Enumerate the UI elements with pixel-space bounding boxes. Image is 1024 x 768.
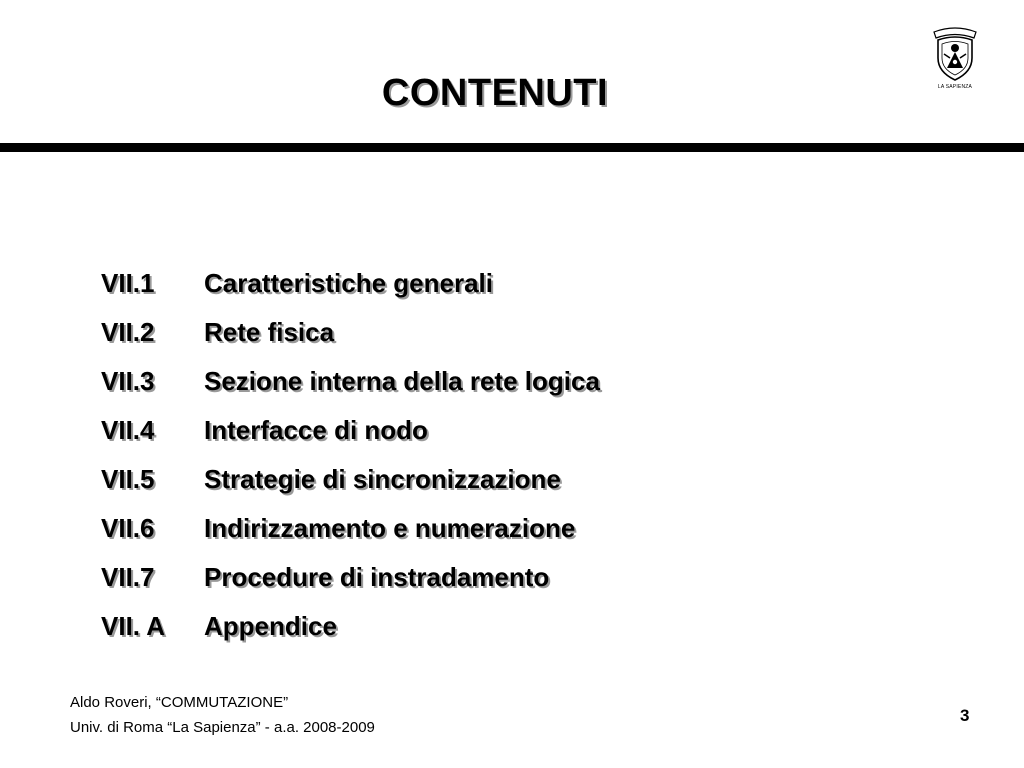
toc-item (101, 308, 600, 357)
toc-item (101, 504, 600, 553)
page-number: 3 (960, 706, 970, 725)
toc-item-label: Procedure di instradamento (204, 562, 550, 592)
toc-item-number: VII.6 (101, 513, 155, 543)
toc-item (101, 259, 600, 308)
footer-affiliation: Univ. di Roma “La Sapienza” - a.a. 2008-2009 (70, 719, 375, 736)
toc-item-label: Indirizzamento e numerazione (204, 513, 576, 543)
toc-item-label: Caratteristiche generali (204, 268, 494, 298)
title-divider (0, 143, 1024, 152)
footer-author: Aldo Roveri, “COMMUTAZIONE” (70, 694, 289, 711)
toc-item-label: Rete fisica (204, 317, 335, 347)
toc-item (101, 455, 600, 504)
toc-item-label: Appendice (204, 611, 337, 641)
university-logo (928, 24, 982, 92)
logo-caption: LA SAPIENZA (937, 84, 973, 90)
toc-item-number: VII.7 (101, 562, 155, 592)
footer (70, 690, 375, 740)
table-of-contents (101, 259, 600, 651)
toc-item-label: Sezione interna della rete logica (204, 366, 600, 396)
toc-item-label: Strategie di sincronizzazione (204, 464, 561, 494)
toc-item-number: VII. A (101, 611, 166, 641)
toc-item-number: VII.1 (101, 268, 155, 298)
toc-item-number: VII.4 (101, 415, 155, 445)
university-seal-icon (928, 24, 982, 84)
toc-item-number: VII.2 (101, 317, 155, 347)
toc-item-number: VII.5 (101, 464, 155, 494)
toc-item (101, 553, 600, 602)
toc-item (101, 357, 600, 406)
toc-item (101, 602, 600, 651)
toc-item-number: VII.3 (101, 366, 155, 396)
slide-title: CONTENUTI (381, 72, 609, 114)
toc-item (101, 406, 600, 455)
toc-item-label: Interfacce di nodo (204, 415, 428, 445)
